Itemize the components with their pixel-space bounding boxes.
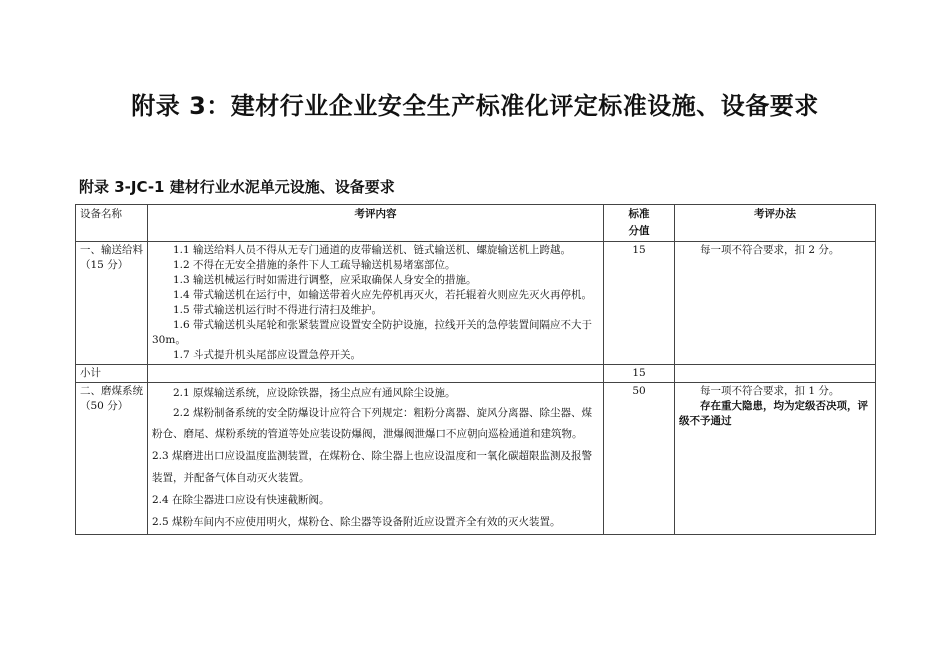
row2-item-2: 2.2 煤粉制备系统的安全防爆设计应符合下列规定：粗粉分离器、旋风分离器、除尘器、煤粉仓、磨尾、煤粉系统的管道等处应装设防爆阀，泄爆阀泄爆口不应朝向巡检通道和建筑物。: [152, 407, 593, 440]
row2-method-rule: 每一项不符合要求，扣 1 分。: [700, 385, 840, 397]
row2-method: [675, 383, 876, 535]
table-row: [76, 242, 876, 365]
row2-item-3: 2.3 煤磨进出口应设温度监测装置，在煤粉仓、除尘器上也应设温度和一氧化碳超限监测及报警: [152, 450, 593, 462]
row2-item-3b: 装置，并配备气体自动灭火装置。: [152, 472, 310, 484]
subtotal-label: 小计: [76, 365, 148, 383]
row1-name: 一、输送给料（15 分）: [76, 242, 148, 365]
row1-score: 15: [604, 242, 675, 365]
header-content: 考评内容: [148, 205, 604, 242]
requirements-table: [75, 204, 876, 535]
row1-item-4: 1.4 带式输送机在运行中，如输送带着火应先停机再灭火，若托辊着火则应先灭火再停机。: [173, 289, 593, 301]
subtotal-score: 15: [604, 365, 675, 383]
row1-item-3: 1.3 输送机械运行时如需进行调整，应采取确保人身安全的措施。: [173, 274, 477, 286]
row1-method: [675, 242, 876, 365]
row2-score: 50: [604, 383, 675, 535]
header-equipment-name: 设备名称: [76, 205, 148, 242]
section-title: 附录 3-JC-1 建材行业水泥单元设施、设备要求: [79, 178, 395, 196]
row2-name: 二、磨煤系统（50 分）: [76, 383, 148, 535]
row2-method-veto: 存在重大隐患，均为定级否决项，评级不予通过: [679, 400, 868, 427]
row1-item-7: 1.7 斗式提升机头尾部应设置急停开关。: [173, 349, 362, 361]
header-score-line1: 标准: [628, 208, 650, 220]
table-header-row: [76, 205, 876, 242]
row2-content: [148, 383, 604, 535]
subtotal-content: [148, 365, 604, 383]
row1-item-5: 1.5 带式输送机运行时不得进行清扫及维护。: [173, 304, 383, 316]
row2-item-5: 2.5 煤粉车间内不应使用明火，煤粉仓、除尘器等设备附近应设置齐全有效的灭火装置。: [152, 516, 561, 528]
row2-item-1: 2.1 原煤输送系统，应设除铁器，扬尘点应有通风除尘设施。: [173, 387, 456, 399]
header-score-line2: 分值: [628, 225, 650, 237]
row2-item-4: 2.4 在除尘器进口应设有快速截断阀。: [152, 494, 330, 506]
header-score: [604, 205, 675, 242]
document-title: 附录 3：建材行业企业安全生产标准化评定标准设施、设备要求: [131, 92, 819, 120]
row1-item-6: 1.6 带式输送机头尾轮和张紧装置应设置安全防护设施，拉线开关的急停装置间隔应不大于 30m。: [152, 319, 593, 346]
subtotal-method: [675, 365, 876, 383]
table-row-subtotal: [76, 365, 876, 383]
row1-content: [148, 242, 604, 365]
row1-item-1: 1.1 输送给料人员不得从无专门通道的皮带输送机、链式输送机、螺旋输送机上跨越。: [173, 244, 572, 256]
row1-item-2: 1.2 不得在无安全措施的条件下人工疏导输送机易堵塞部位。: [173, 259, 456, 271]
header-method: 考评办法: [675, 205, 876, 242]
table-row: [76, 383, 876, 535]
row1-method-text: 每一项不符合要求，扣 2 分。: [700, 244, 840, 256]
